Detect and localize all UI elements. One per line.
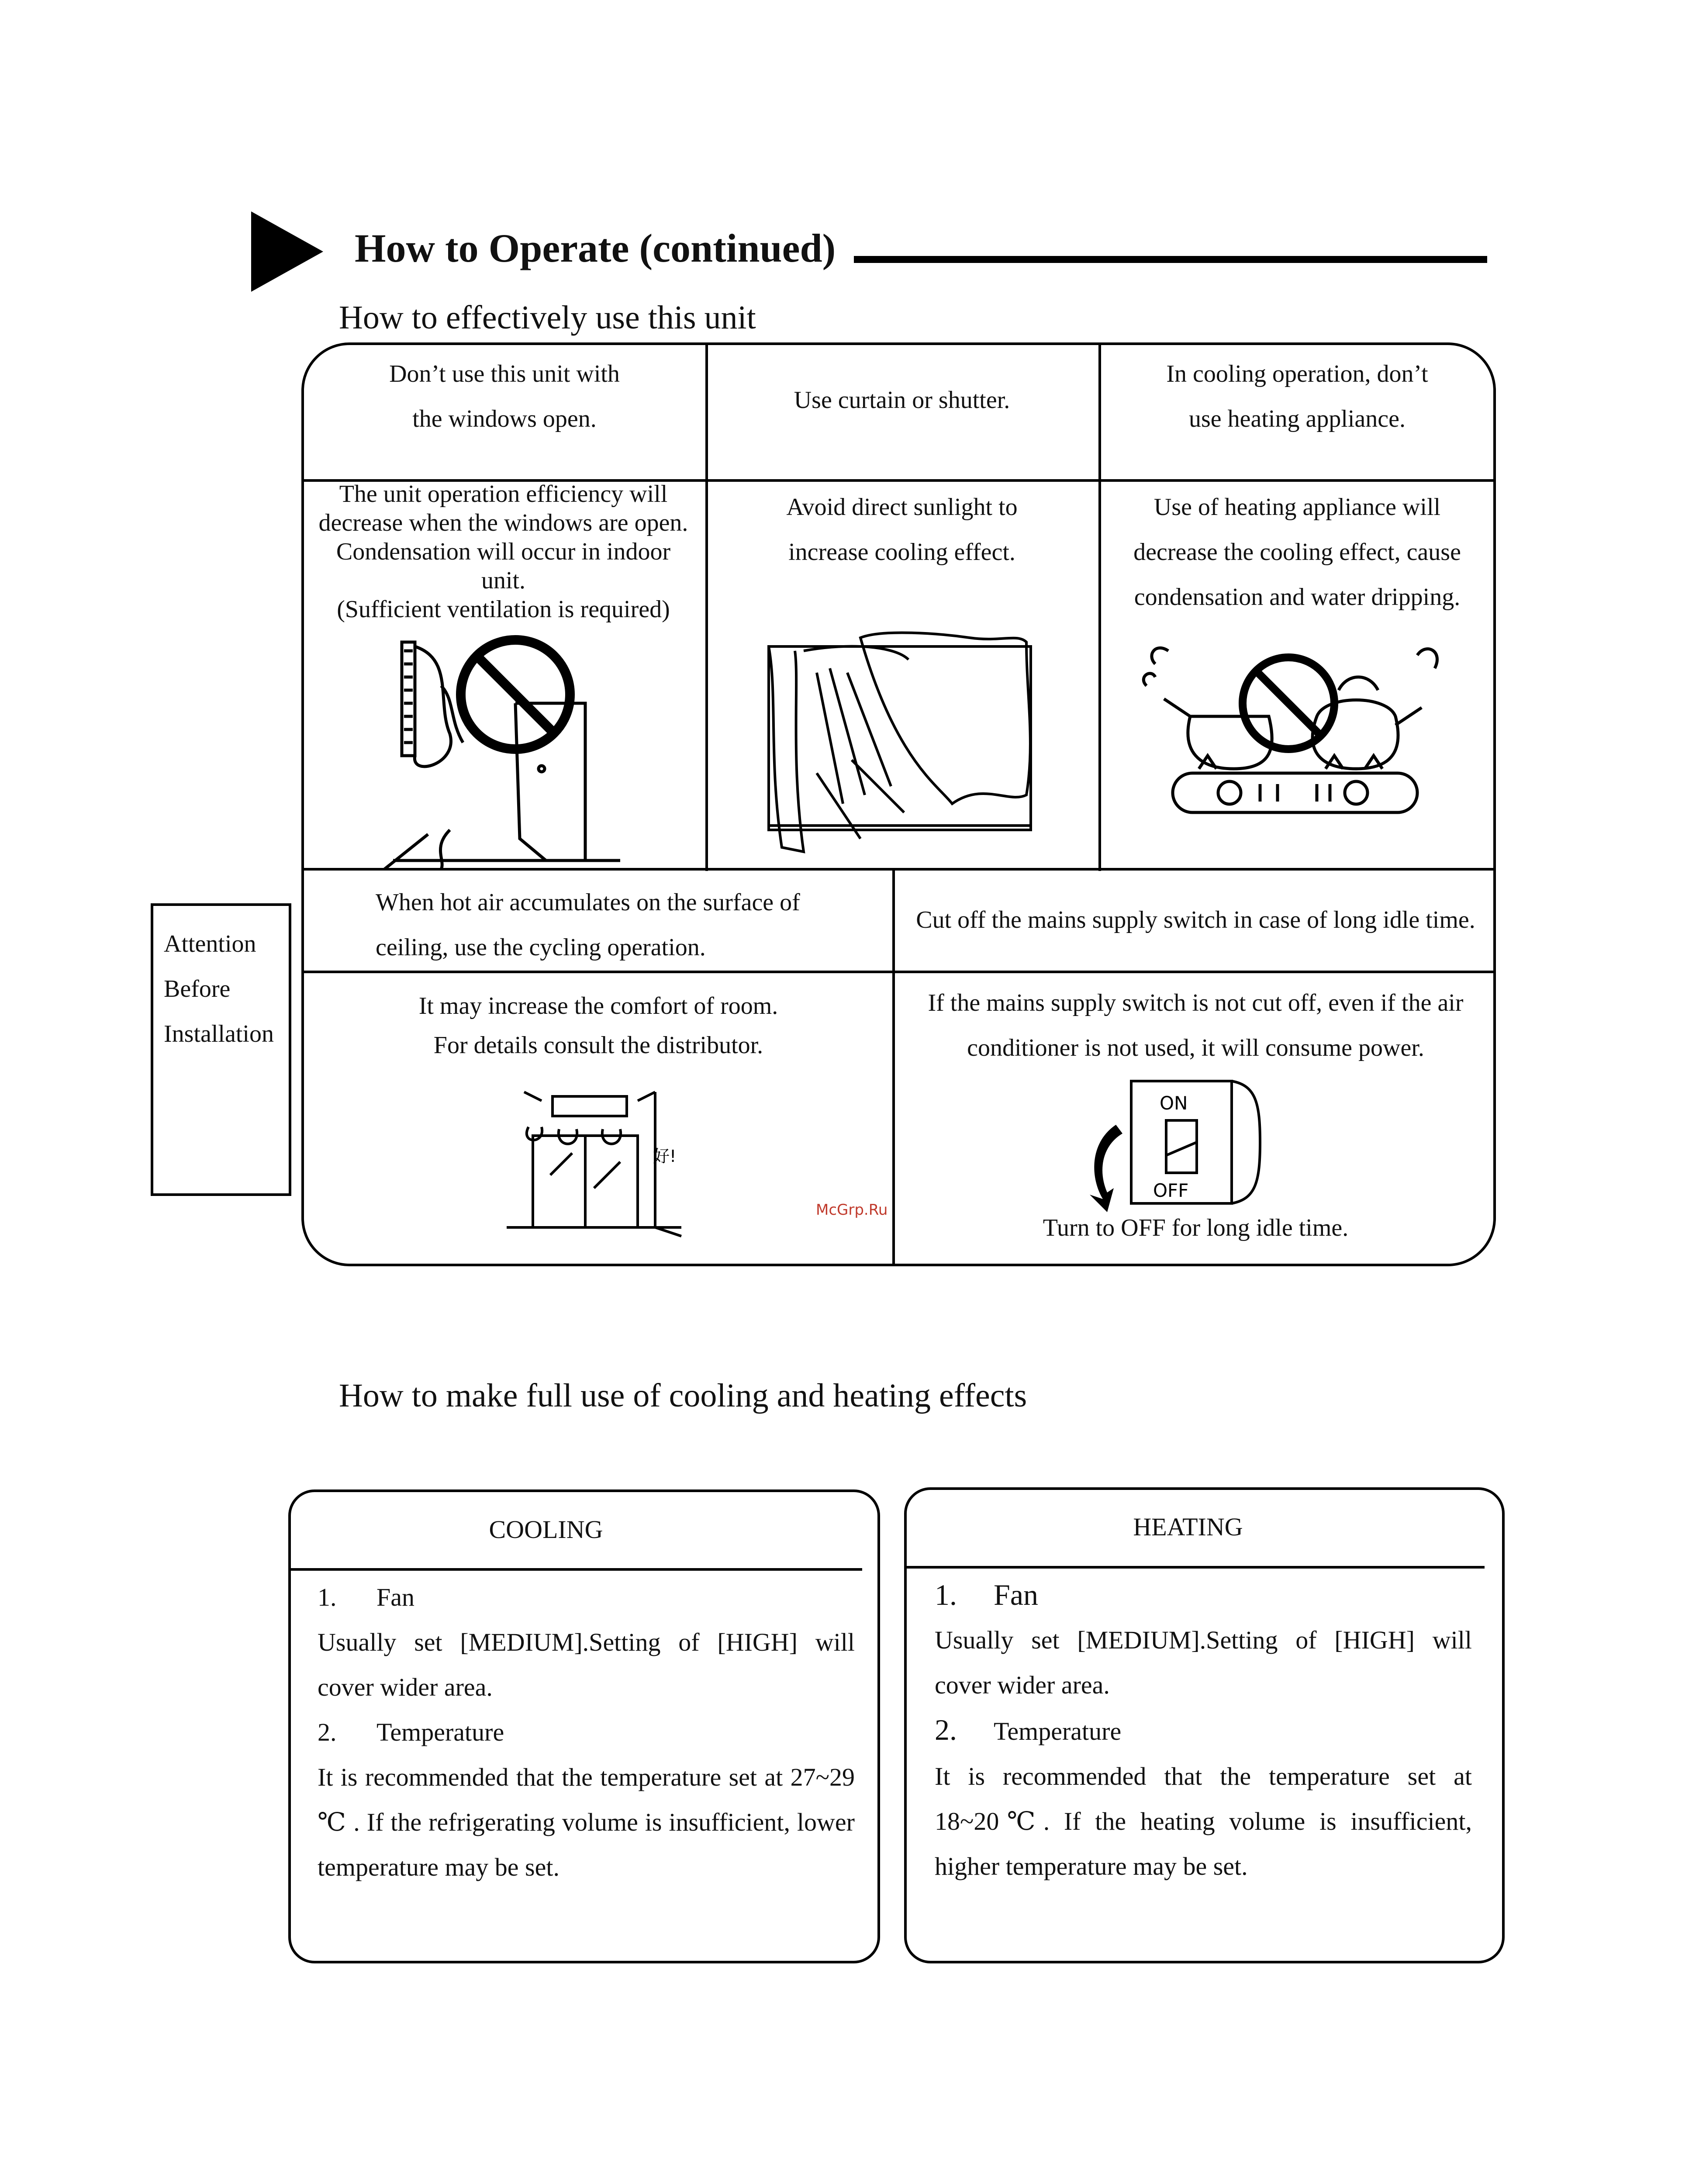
cooling-body <box>318 1575 855 1890</box>
subtitle-cooling-heating: How to make full use of cooling and heating effects <box>339 1377 1027 1414</box>
curtain-illustration <box>764 629 1035 856</box>
page-title: How to Operate (continued) <box>355 226 836 270</box>
cell-windows-detail: The unit operation efficiency will decrease when the windows are open. Condensation will occur in indoor unit. (Sufficient ventilation is required) <box>318 480 688 623</box>
heating-item2-text: It is recommended that the temperature set at 18~20℃. If the heating volume is insufficient, higher temperature may be set. <box>935 1762 1472 1880</box>
cooling-item2-num: 2. <box>318 1718 337 1746</box>
heating-item2-num: 2. <box>935 1713 957 1746</box>
cell-mains-switch-heading: Cut off the mains supply switch in case of long idle time. <box>916 906 1475 933</box>
no-sign-icon <box>1243 657 1334 749</box>
cell-heating-appliance-detail: Use of heating appliance will decrease the cooling effect, cause condensation and water dripping. <box>1133 494 1461 611</box>
switch-on-label: ON <box>1160 1092 1188 1114</box>
cooling-item1-title: Fan <box>376 1583 414 1611</box>
table-divider <box>301 971 1496 973</box>
heating-item1-title: Fan <box>994 1578 1038 1611</box>
heating-item1-text: Usually set [MEDIUM].Setting of [HIGH] will cover wider area. <box>935 1626 1472 1699</box>
heating-item1-num: 1. <box>935 1578 957 1611</box>
heating-header-rule <box>906 1566 1485 1569</box>
watermark: McGrp.Ru <box>816 1201 888 1219</box>
cooling-header-rule <box>290 1568 862 1571</box>
cooling-header: COOLING <box>489 1515 603 1544</box>
cooling-item1-num: 1. <box>318 1583 337 1611</box>
cell-windows-heading: Don’t use this unit with the windows open. <box>389 360 620 432</box>
attention-before-installation-tab: Attention Before Installation <box>151 903 291 1196</box>
kettle-stove-illustration <box>1138 638 1452 826</box>
cell-cycling-detail: It may increase the comfort of room. For details consult the distributor. <box>418 992 778 1059</box>
cooling-item2-title: Temperature <box>376 1718 504 1746</box>
indoor-unit-room-illustration <box>507 1088 703 1236</box>
section-arrow-icon <box>251 211 323 292</box>
title-rule <box>854 256 1487 263</box>
open-window-illustration <box>384 633 629 869</box>
heating-header: HEATING <box>1133 1513 1243 1541</box>
cell-curtain-heading: Use curtain or shutter. <box>794 387 1010 414</box>
cell-heating-appliance-heading: In cooling operation, don’t use heating appliance. <box>1166 360 1428 432</box>
table-divider <box>892 869 895 1266</box>
cell-cycling-heading: When hot air accumulates on the surface of ceiling, use the cycling operation. <box>376 889 800 961</box>
arrow-down-icon <box>1090 1125 1122 1212</box>
illustration-exclamation: 好! <box>653 1147 677 1166</box>
cell-curtain-detail: Avoid direct sunlight to increase cooling effect. <box>786 494 1018 566</box>
cooling-item1-text: Usually set [MEDIUM].Setting of [HIGH] will cover wider area. <box>318 1628 855 1701</box>
power-switch-illustration <box>1081 1077 1273 1208</box>
cell-mains-switch-detail: If the mains supply switch is not cut off, even if the air conditioner is not used, it will consume power. <box>928 989 1464 1061</box>
heating-body <box>935 1572 1472 1889</box>
cooling-item2-text: It is recommended that the temperature set at 27~29 ℃ . If the refrigerating volume is insufficient, lower temperature may be set. <box>318 1763 855 1881</box>
subtitle-effective-use: How to effectively use this unit <box>339 299 756 336</box>
switch-caption: Turn to OFF for long idle time. <box>1043 1214 1349 1241</box>
switch-off-label: OFF <box>1153 1180 1189 1201</box>
heating-item2-title: Temperature <box>994 1717 1122 1745</box>
